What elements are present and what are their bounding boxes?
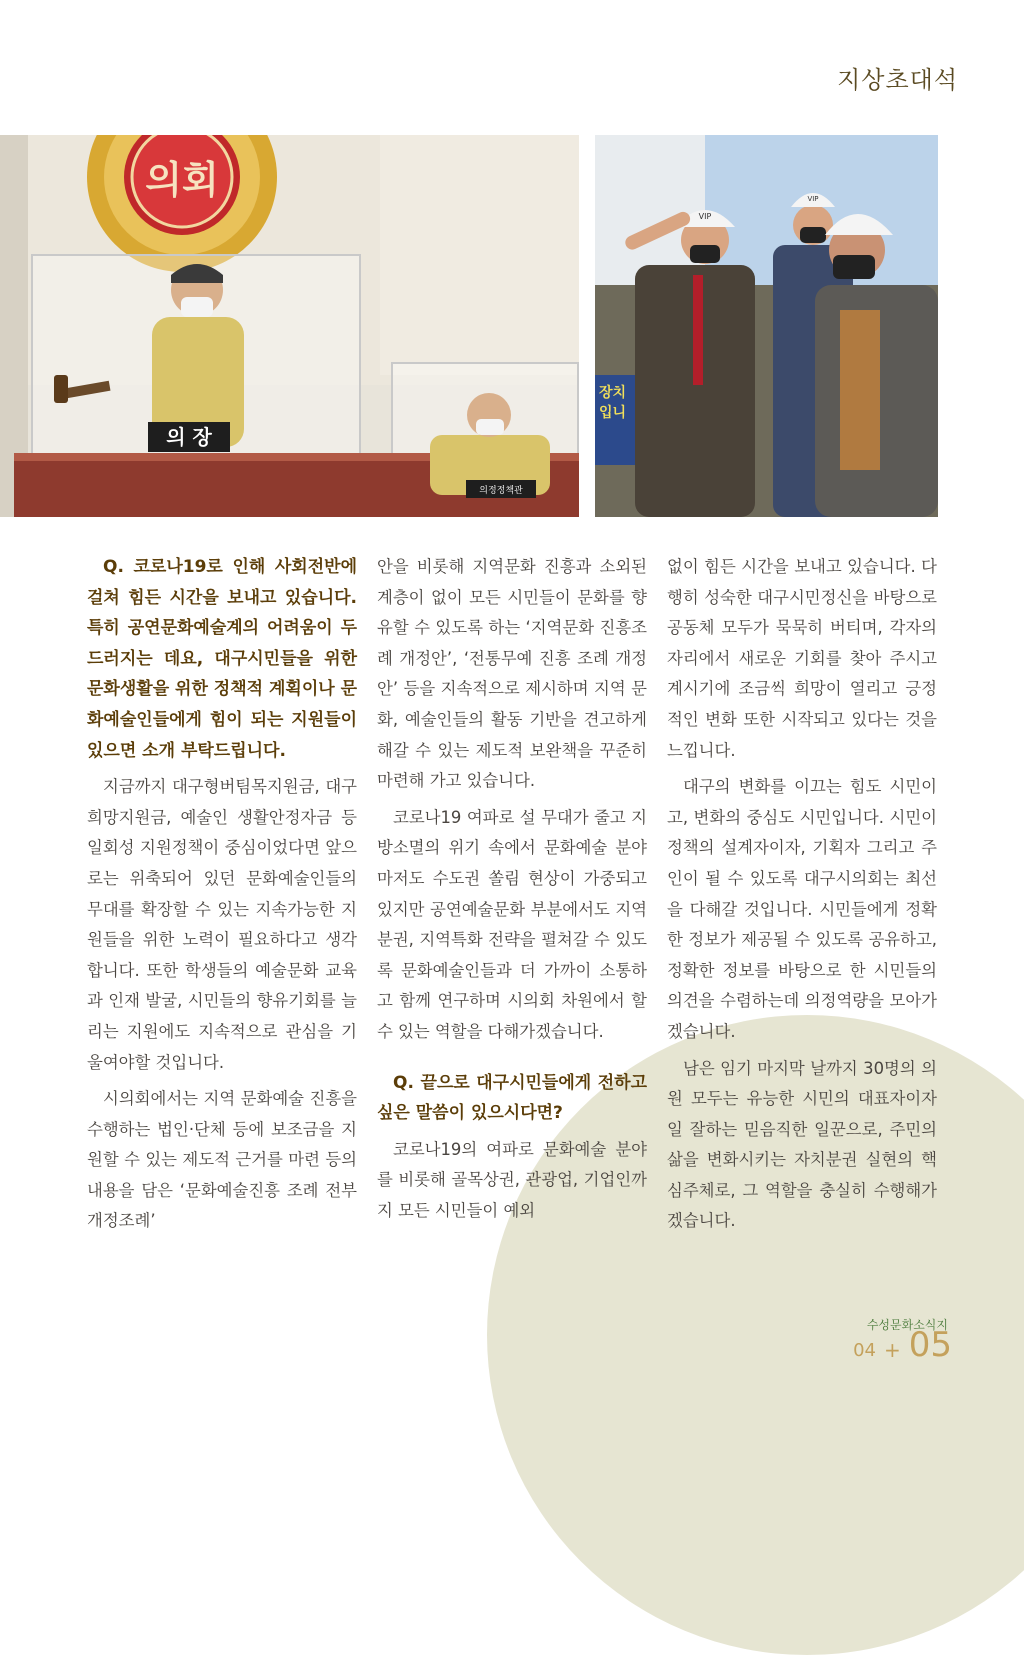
answer-2-paragraph-2: 대구의 변화를 이끄는 힘도 시민이고, 변화의 중심도 시민입니다. 시민이 정책의 설계자이자, 기획자 그리고 주인이 될 수 있도록 대구시의회는 최선을 다해갈 것입니다. 시민들에게 정확한 정보가 제공될 수 있도록 공유하고, 정확한 정보를 바탕으로 한 시민들의 의견을 수렴하는데 의정역량을 모아가겠습니다. bbox=[667, 777, 937, 1041]
emblem-text: 의회 bbox=[145, 158, 219, 202]
answer-2-paragraph-3: 남은 임기 마지막 날까지 30명의 의원 모두는 유능한 시민의 대표자이자 일 잘하는 믿음직한 일꾼으로, 주민의 삶을 변화시키는 자치분권 실현의 핵심주체로, 그 역할을 충실히 수행해가겠습니다. bbox=[667, 1058, 937, 1231]
banner-text-1: 장치 bbox=[599, 385, 627, 401]
answer-1-paragraph-2: 시의회에서는 지역 문화예술 진흥을 수행하는 법인·단체 등에 보조금을 지원할 수 있는 제도적 근거를 마련 등의 내용을 담은 ‘문화예술진흥 조례 전부개정조례’ bbox=[87, 1089, 357, 1231]
answer-1-paragraph-3: 코로나19 여파로 설 무대가 줄고 지방소멸의 위기 속에서 문화예술 분야마저도 수도권 쏠림 현상이 가중되고 있지만 공연예술문화 부분에서도 지역분권, 지역특화 전략을 펼쳐갈 수 있도록 문화예술인들과 더 가까이 소통하고 함께 연구하며 시의회 차원에서 할 수 있는 역할을 다해가겠습니다. bbox=[377, 807, 647, 1041]
answer-2-paragraph-1: 코로나19의 여파로 문화예술 분야를 비롯해 골목상권, 관광업, 기업인까지 모든 시민들이 예외 bbox=[377, 1139, 647, 1220]
page-plus-sign: + bbox=[883, 1338, 901, 1362]
page-numbers bbox=[853, 1325, 952, 1365]
council-chamber-illustration bbox=[0, 135, 579, 517]
site-visit-illustration bbox=[595, 135, 938, 517]
page-number-left: 04 bbox=[853, 1340, 876, 1361]
answer-1-paragraph-1: 지금까지 대구형버팀목지원금, 대구희망지원금, 예술인 생활안정자금 등 일회성 지원정책이 중심이었다면 앞으로는 위축되어 있던 문화예술인들의 무대를 확장할 수 있는 지속가능한 지원들을 위한 노력이 필요하다고 생각합니다. 또한 학생들의 예술문화 교육과 인재 발굴, 시민들의 향유기회를 늘리는 지원에도 지속적으로 관심을 기울여야할 것입니다. bbox=[87, 777, 357, 1072]
page-number-right: 05 bbox=[908, 1325, 952, 1365]
section-title: 지상초대석 bbox=[837, 66, 958, 94]
answer-2-paragraph-1-continued: 없이 힘든 시간을 보내고 있습니다. 다행히 성숙한 대구시민정신을 바탕으로 공동체 모두가 묵묵히 버티며, 각자의 자리에서 새로운 기회를 찾아 주시고 계시기에 조금씩 희망이 열리고 긍정적인 변화 또한 시작되고 있다는 것을 느낍니다. bbox=[667, 557, 937, 760]
answer-1-paragraph-2-continued: 안을 비롯해 지역문화 진흥과 소외된 계층이 없이 모든 시민들이 문화를 향유할 수 있도록 하는 ‘지역문화 진흥조례 개정안’, ‘전통무예 진흥 조례 개정안’ 등을 지속적으로 제시하며 지역 문화, 예술인들의 활동 기반을 견고하게 해갈 수 있는 제도적 보완책을 꾸준히 마련해 가고 있습니다. bbox=[377, 557, 647, 791]
question-2: Q. 끝으로 대구시민들에게 전하고 싶은 말씀이 있으시다면? bbox=[377, 1072, 647, 1124]
article-column-2 bbox=[377, 552, 647, 1226]
photo-council-chamber bbox=[0, 135, 579, 517]
article-column-1 bbox=[87, 552, 357, 1237]
article-column-3 bbox=[667, 552, 937, 1237]
speaker-nameplate: 의 장 bbox=[166, 425, 212, 449]
helmet-text-2: VIP bbox=[807, 195, 819, 203]
photo-site-visit bbox=[595, 135, 938, 517]
banner-text-2: 입니 bbox=[599, 405, 627, 421]
magazine-name: 수성문화소식지 bbox=[866, 1318, 948, 1332]
official-nameplate: 의정정책관 bbox=[479, 486, 523, 496]
question-1: Q. 코로나19로 인해 사회전반에 걸쳐 힘든 시간을 보내고 있습니다. 특히 공연문화예술계의 어려움이 두드러지는 데요, 대구시민들을 위한 문화생활을 위한 정책적 계획이나 문화예술인들에게 힘이 되는 지원들이 있으면 소개 부탁드립니다. bbox=[87, 557, 358, 761]
helmet-text-1: VIP bbox=[698, 212, 712, 221]
